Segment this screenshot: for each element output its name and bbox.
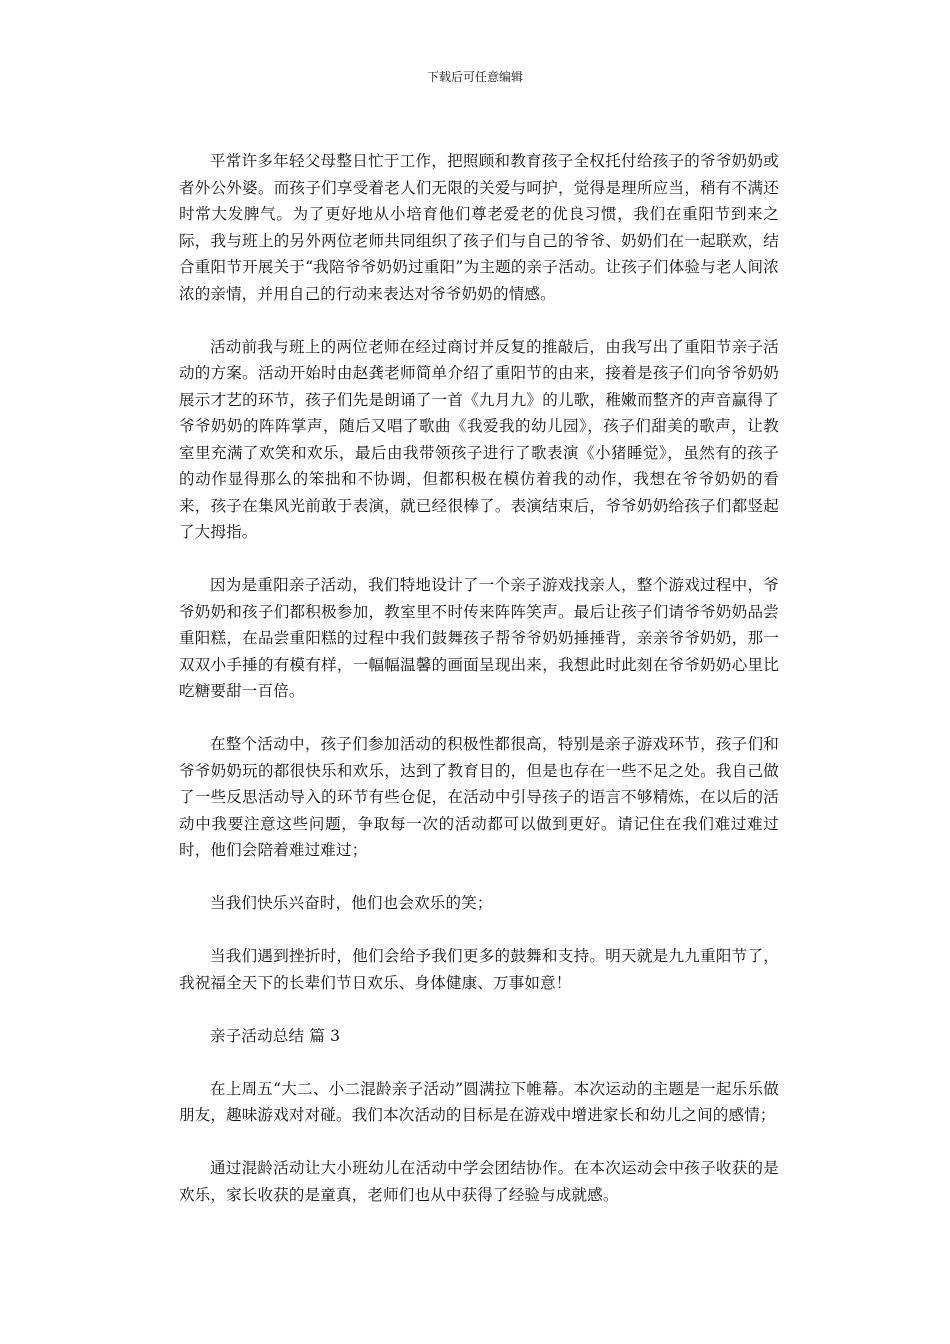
- paragraph: 在上周五“大二、小二混龄亲子活动”圆满拉下帷幕。本次运动的主题是一起乐乐做朋友，趣味游戏对对碰。我们本次活动的目标是在游戏中增进家长和幼儿之间的感情；: [179, 1079, 779, 1124]
- paragraph: 平常许多年轻父母整日忙于工作，把照顾和教育孩子全权托付给孩子的爷爷奶奶或者外公外婆。而孩子们享受着老人们无限的关爱与呵护，觉得是理所应当，稍有不满还时常大发脾气。为了更好地从小培育他们尊老爱老的优良习惯，我们在重阳节到来之际，我与班上的另外两位老师共同组织了孩子们与自己的爷爷、奶奶们在一起联欢，结合重阳节开展关于“我陪爷爷奶奶过重阳”为主题的亲子活动。让孩子们体验与老人间浓浓的亲情，并用自己的行动来表达对爷爷奶奶的情感。: [179, 152, 779, 303]
- paragraph: 当我们快乐兴奋时，他们也会欢乐的笑；: [210, 894, 493, 912]
- paragraph: 因为是重阳亲子活动，我们特地设计了一个亲子游戏找亲人，整个游戏过程中，爷爷奶奶和孩子们都积极参加，教室里不时传来阵阵笑声。最后让孩子们请爷爷奶奶品尝重阳糕，在品尝重阳糕的过程中我们鼓舞孩子帮爷爷奶奶捶捶背，亲亲爷爷奶奶，那一双双小手捶的有模有样，一幅幅温馨的画面呈现出来，我想此时此刻在爷爷奶奶心里比吃糖要甜一百倍。: [179, 576, 779, 700]
- paragraph: 当我们遇到挫折时，他们会给予我们更多的鼓舞和支持。明天就是九九重阳节了，我祝福全天下的长辈们节日欢乐、身体健康、万事如意！: [179, 947, 779, 992]
- header-note: 下载后可任意编辑: [426, 70, 523, 84]
- section-heading: 亲子活动总结 篇 3: [210, 1026, 341, 1045]
- paragraph: 在整个活动中，孩子们参加活动的积极性都很高，特别是亲子游戏环节，孩子们和爷爷奶奶玩的都很快乐和欢乐，达到了教育目的，但是也存在一些不足之处。我自己做了一些反思活动导入的环节有些仓促，在活动中引导孩子的语言不够精炼，在以后的活动中我要注意这些问题，争取每一次的活动都可以做到更好。请记住在我们难过难过时，他们会陪着难过难过；: [179, 735, 779, 859]
- paragraph: 通过混龄活动让大小班幼儿在活动中学会团结协作。在本次运动会中孩子收获的是欢乐，家长收获的是童真，老师们也从中获得了经验与成就感。: [179, 1159, 779, 1204]
- document-body: [179, 148, 779, 1235]
- paragraph: 活动前我与班上的两位老师在经过商讨并反复的推敲后，由我写出了重阳节亲子活动的方案。活动开始时由赵龚老师简单介绍了重阳节的由来，接着是孩子们向爷爷奶奶展示才艺的环节，孩子们先是朗诵了一首《九月九》的儿歌，稚嫩而整齐的声音赢得了爷爷奶奶的阵阵掌声，随后又唱了歌曲《我爱我的幼儿园》，孩子们甜美的歌声，让教室里充满了欢笑和欢乐，最后由我带领孩子进行了歌表演《小猪睡觉》，虽然有的孩子的动作显得那么的笨拙和不协调，但都积极在模仿着我的动作，我想在爷爷奶奶的看来，孩子在集风光前敢于表演，就已经很棒了。表演结束后，爷爷奶奶给孩子们都竖起了大拇指。: [179, 337, 779, 541]
